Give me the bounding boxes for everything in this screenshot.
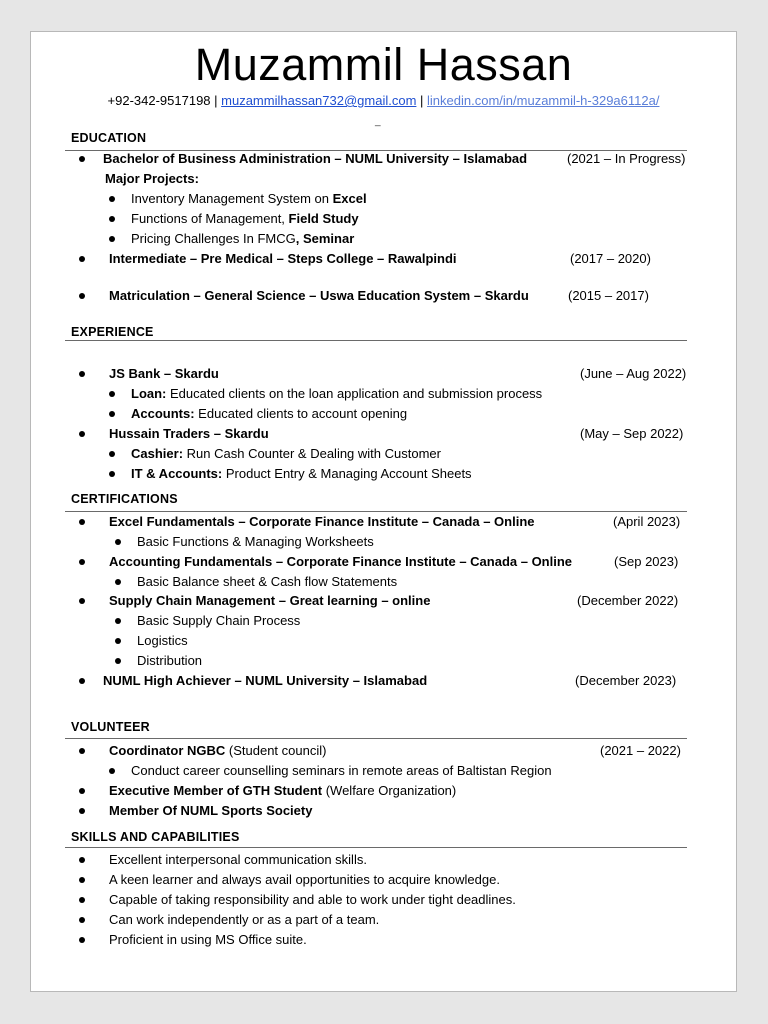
section-divider xyxy=(65,738,687,739)
section-divider xyxy=(65,340,687,341)
bullet-icon xyxy=(79,678,85,684)
certification-detail: Basic Balance sheet & Cash flow Statements xyxy=(137,574,398,589)
job-date: (May – Sep 2022) xyxy=(580,426,684,441)
volunteer-detail: Conduct career counselling seminars in remote areas of Baltistan Region xyxy=(131,763,552,778)
matriculation-date: (2015 – 2017) xyxy=(568,288,649,303)
bullet-icon xyxy=(109,196,115,202)
bullet-icon xyxy=(79,808,85,814)
phone-number: +92-342-9517198 xyxy=(107,93,211,108)
email-link[interactable]: muzammilhassan732@gmail.com xyxy=(221,93,417,108)
bullet-icon xyxy=(79,598,85,604)
certification-date: (Sep 2023) xyxy=(614,554,679,569)
bachelor-degree: Bachelor of Business Administration – NUML University – Islamabad xyxy=(103,151,528,166)
bullet-icon xyxy=(115,618,121,624)
separator: | xyxy=(210,93,222,108)
certification-detail: Basic Supply Chain Process xyxy=(137,613,301,628)
bullet-icon xyxy=(79,156,85,162)
certification-title: Excel Fundamentals – Corporate Finance Institute – Canada – Online xyxy=(109,514,535,529)
matriculation: Matriculation – General Science – Uswa Education System – Skardu xyxy=(109,288,529,303)
certification-title: NUML High Achiever – NUML University – Islamabad xyxy=(103,673,428,688)
bullet-icon xyxy=(109,411,115,417)
certifications-heading: CERTIFICATIONS xyxy=(71,492,178,506)
bullet-icon xyxy=(115,539,121,545)
volunteer-date: (2021 – 2022) xyxy=(600,743,681,758)
bullet-icon xyxy=(79,748,85,754)
certification-detail: Basic Functions & Managing Worksheets xyxy=(137,534,374,549)
project-item: Functions of Management, Field Study xyxy=(131,211,359,226)
bullet-icon xyxy=(109,216,115,222)
bullet-icon xyxy=(79,519,85,525)
small-mark: _ xyxy=(375,116,381,127)
job-duty: Accounts: Educated clients to account opening xyxy=(131,406,408,421)
bullet-icon xyxy=(79,917,85,923)
bullet-icon xyxy=(109,768,115,774)
bullet-icon xyxy=(79,788,85,794)
job-duty: IT & Accounts: Product Entry & Managing Account Sheets xyxy=(131,466,472,481)
skill-item: Capable of taking responsibility and able to work under tight deadlines. xyxy=(109,892,516,907)
intermediate-degree: Intermediate – Pre Medical – Steps College – Rawalpindi xyxy=(109,251,457,266)
project-item: Inventory Management System on Excel xyxy=(131,191,367,206)
bullet-icon xyxy=(79,897,85,903)
job-title: JS Bank – Skardu xyxy=(109,366,219,381)
bullet-icon xyxy=(79,431,85,437)
bullet-icon xyxy=(79,293,85,299)
bullet-icon xyxy=(109,471,115,477)
certification-detail: Logistics xyxy=(137,633,188,648)
certification-date: (December 2023) xyxy=(575,673,677,688)
bullet-icon xyxy=(115,658,121,664)
volunteer-role: Member Of NUML Sports Society xyxy=(109,803,313,818)
certification-title: Accounting Fundamentals – Corporate Finance Institute – Canada – Online xyxy=(109,554,573,569)
bullet-icon xyxy=(115,579,121,585)
section-divider xyxy=(65,511,687,512)
contact-line xyxy=(31,93,736,109)
job-date: (June – Aug 2022) xyxy=(580,366,687,381)
job-duty: Loan: Educated clients on the loan application and submission process xyxy=(131,386,543,401)
bullet-icon xyxy=(109,391,115,397)
certification-detail: Distribution xyxy=(137,653,203,668)
volunteer-role: Coordinator NGBC (Student council) xyxy=(109,743,327,758)
bullet-icon xyxy=(79,877,85,883)
certification-date: (April 2023) xyxy=(613,514,681,529)
project-item: Pricing Challenges In FMCG, Seminar xyxy=(131,231,355,246)
skill-item: Proficient in using MS Office suite. xyxy=(109,932,307,947)
intermediate-date: (2017 – 2020) xyxy=(570,251,651,266)
bullet-icon xyxy=(115,638,121,644)
certification-date: (December 2022) xyxy=(577,593,679,608)
bullet-icon xyxy=(79,371,85,377)
bullet-icon xyxy=(79,937,85,943)
resume-name: Muzammil Hassan xyxy=(194,39,573,90)
bullet-icon xyxy=(79,559,85,565)
resume-page xyxy=(30,31,737,992)
section-divider xyxy=(65,847,687,848)
major-projects-label: Major Projects: xyxy=(105,171,199,186)
separator: | xyxy=(416,93,428,108)
education-heading: EDUCATION xyxy=(71,131,147,145)
bachelor-date: (2021 – In Progress) xyxy=(567,151,686,166)
bullet-icon xyxy=(79,857,85,863)
job-duty: Cashier: Run Cash Counter & Dealing with Customer xyxy=(131,446,441,461)
job-title: Hussain Traders – Skardu xyxy=(109,426,269,441)
bullet-icon xyxy=(109,236,115,242)
experience-heading: EXPERIENCE xyxy=(71,325,154,339)
skill-item: Can work independently or as a part of a team. xyxy=(109,912,380,927)
skill-item: A keen learner and always avail opportunities to acquire knowledge. xyxy=(109,872,500,887)
skills-heading: SKILLS AND CAPABILITIES xyxy=(71,830,240,844)
certification-title: Supply Chain Management – Great learning – online xyxy=(109,593,431,608)
volunteer-heading: VOLUNTEER xyxy=(71,720,150,734)
bullet-icon xyxy=(79,256,85,262)
skill-item: Excellent interpersonal communication skills. xyxy=(109,852,367,867)
linkedin-link[interactable]: linkedin.com/in/muzammil-h-329a6112a/ xyxy=(427,93,660,108)
bullet-icon xyxy=(109,451,115,457)
volunteer-role: Executive Member of GTH Student (Welfare Organization) xyxy=(109,783,457,798)
